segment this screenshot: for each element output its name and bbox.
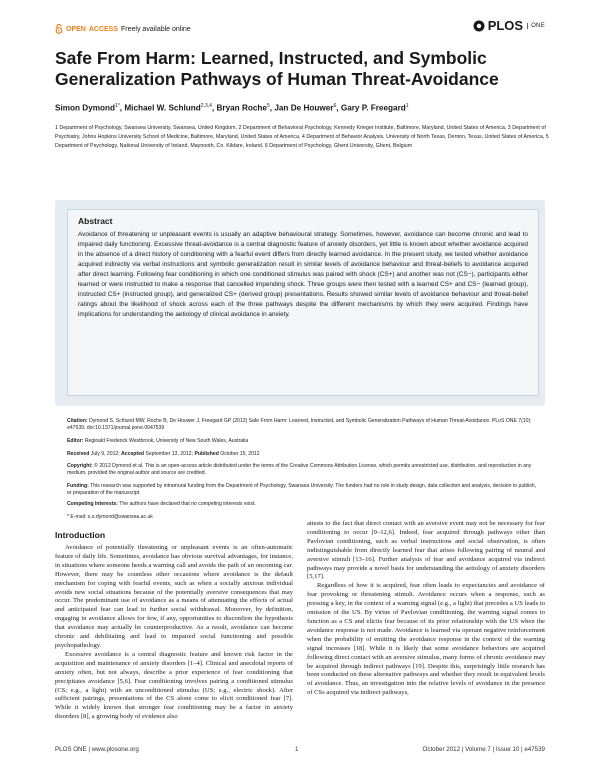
copyright-block [67,463,537,477]
corresponding-email[interactable]: * E-mail: s.o.dymond@swansea.ac.uk [67,514,153,520]
editor-block [67,438,537,445]
one-wordmark: ONE [527,23,545,29]
author-affiliation-mark: 1 [405,103,409,109]
copyright-label: Copyright: [67,463,93,469]
funding-text: This research was supported by intramural funding from the Department of Psychology, Swansea University. The funders had no role in study design, data collection and analysis, decision to publish, or preparation of the manuscript. [67,483,537,497]
author-name[interactable]: Bryan Roche [216,103,267,113]
received-date: July 9, 2012; [90,451,120,457]
published-label: Published [194,451,219,457]
abstract-heading: Abstract [78,216,113,226]
author-name[interactable]: Simon Dymond [55,103,116,113]
plos-mark-icon [473,20,485,32]
competing-text: The authors have declared that no competing interests exist. [119,501,256,507]
footer-page-number: 1 [295,746,299,753]
citation-label: Citation: [67,418,88,424]
competing-interests-block [67,501,537,508]
article-title: Safe From Harm: Learned, Instructed, and Symbolic Generalization Pathways of Human Threat-Avoidance [55,48,499,89]
introduction-heading: Introduction [55,530,106,540]
open-access-badge [55,24,191,34]
editor-label: Editor: [67,438,84,444]
copyright-text: © 2012 Dymond et al. This is an open-access article distributed under the terms of the Creative Commons Attribution License, which permits unrestricted use, distribution, and reproduction in any medium, provided the original author and source are credited. [67,463,532,477]
footer-journal[interactable]: PLOS ONE | www.plosone.org [55,746,139,753]
access-label: ACCESS [88,25,119,33]
author-list: Simon Dymond$^{1*}$, Michael W. Schlund$^{2,3,4}$, Bryan Roche$^5$, Jan De Houwer$^6$, Gary P. Freegard$^1$ [55,103,409,113]
column-left [55,544,293,740]
author-affiliation-mark: 2,3,4 [200,103,212,109]
abstract-text: Avoidance of threatening or unpleasant events is usually an adaptive behavioural strategy. Sometimes, however, avoidance can become chronic and lead to impaired daily functioning. Excessive threat-avoidance is a central diagnostic feature of anxiety disorders, yet little is known about whether avoidance acquired in the absence of a direct history of conditioning with a fearful event differs from directly learned avoidance. In the present study, we tested whether avoidance acquired indirectly via verbal instructions and symbolic generalization result in similar levels of avoidance behaviour and threat-beliefs to avoidance acquired after direct learning. Following fear conditioning in which one conditioned stimulus was paired with shock (CS+) and another was not (CS−), participants either learned or were instructed to make a response that cancelled impending shock. Three groups were then tested with a learned CS+ and CS− (learned group), instructed CS+ (instructed group), and generalized CS+ (derived group) presentations. Results showed similar levels of avoidance behaviour and threat-belief ratings about the likelihood of shock across each of the three pathways despite the different mechanisms by which they were acquired. Findings have implications for understanding the aetiology of clinical avoidance in anxiety. [78,231,528,318]
accepted-date: September 13, 2012; [145,451,194,457]
page-footer [55,746,545,756]
intro-paragraph: Regardless of how it is acquired, fear often leads to expectancies and avoidance of fear provoking or threatening stimuli. Avoidance occurs when a response, such as pressing a key, in the context of a warning signal (e.g., a light) that precedes a US leads to omission of the US. By virtue of Pavlovian conditioning, the warning signal comes to function as a CS and elicits fear because of its prior relationship with the US when the avoidance response is not made. Avoidance is learned via operant negative reinforcement when the probability of emitting the avoidance response in the context of the warning signal increases [18]. While it is likely that some avoidance behaviors are acquired following direct contact with an aversive stimulus, many forms of chronic avoidance may be acquired through indirect pathways [19]. Despite this, surprisingly little research has been conducted on these alternative pathways and whether they result in equivalent levels of avoidance. Thus, an investigation into the relative levels of avoidance in the presence of CSs acquired via indirect pathways, [307,582,545,697]
editor-text: Reginald Frederick Westbrook, University of New South Wales, Australia [84,438,249,444]
author-name[interactable]: Gary P. Freegard [340,103,406,113]
published-date: October 15, 2012 [220,451,260,457]
plos-one-logo [473,18,545,33]
freely-available-label: Freely available online [121,25,191,33]
plos-wordmark: PLOS [487,18,524,33]
author-name[interactable]: Jan De Houwer [274,103,334,113]
dates-block [67,451,537,458]
abstract-inner [67,209,539,396]
intro-paragraph: attests to the fact that direct contact with an aversive event may not be necessary for fear conditioning to occur [9–12,6]. Indeed, fear acquired through pathways other than Pavlovian conditioning, such as verbal instructions and social observation, is often indistinguishable from directly learned fear that arises following pairing of neutral and aversive stimuli [13–16]. Further analysis of fear and avoidance acquired via indirect pathways may provide a novel basis for understanding the aetiology of anxiety disorders [5,17]. [307,520,545,581]
abstract-panel [55,200,545,406]
open-lock-icon [55,24,63,34]
received-label: Received [67,451,90,457]
author-affiliation-mark: 1* [115,103,120,109]
author-name[interactable]: Michael W. Schlund [124,103,201,113]
column-right [307,520,545,716]
author-affiliation-mark: 6 [333,103,337,109]
citation-text: Dymond S, Schlund MW, Roche B, De Houwer J, Freegard GP (2012) Safe From Harm: Learned, Instructed, and Symbolic Generalization Pathways of Human Threat-Avoidance. PLoS ONE 7(10): e47539. doi:10.1371/journal.pone.0047539 [67,418,532,432]
funding-label: Funding: [67,483,89,489]
author-affiliation-mark: 5 [266,103,270,109]
affiliations: 1 Department of Psychology, Swansea University, Swansea, United Kingdom, 2 Department of Behavioral Psychology, Kennedy Krieger Institute, Baltimore, Maryland, United States of America, 3 Department of Psychiatry, Johns Hopkins University School of Medicine, Baltimore, Maryland, United States of America, 4 Department of Behavior Analysis, University of North Texas, Denton, Texas, United States of America, 5 Department of Psychology, National University of Ireland, Maynooth, Co. Kildare, Ireland, 6 Department of Psychology, Ghent University, Ghent, Belgium [55,125,549,149]
funding-block [67,483,537,497]
intro-paragraph: Avoidance of potentially threatening or unpleasant events is an often-automatic feature of daily life. Sometimes, avoidance has obvious survival advantages, for instance, in situations where someone heeds a warning call and avoids the path of an oncoming car. However, there may be countless other occasions where avoidance is the default mechanism for coping with fearful events, such as when a socially anxious individual avoids new social situations because of the potentially aversive consequences that may occur. The predominant use of avoidance as a means of attenuating the effects of actual and anticipated fear can lead to further social withdrawal. Moreover, by definition, engaging in avoidance allows for few, if any, opportunities to disconfirm the hypothesis that avoidance may actually be counterproductive. As a result, avoidance can become chronic and debilitating and lead to impaired social functioning and possible psychopathology. [55,544,293,649]
accepted-label: Accepted [121,451,145,457]
footer-issue: October 2012 | Volume 7 | Issue 10 | e47539 [422,746,545,753]
open-label: OPEN [66,25,86,33]
intro-paragraph: Excessive avoidance is a central diagnostic feature and known risk factor in the acquisition and maintenance of anxiety disorders [1–4]. Clinical and anecdotal reports of anxiety often, but not always, describe a prior experience of fear conditioning that precipitates avoidance [5,6]. Fear conditioning involves pairing a conditioned stimulus (CS; e.g., a light) with an unconditioned stimulus (US; e.g., electric shock). After sufficient pairings, presentations of the CS alone come to elicit conditioned fear [7]. While it widely known that stronger fear conditioning may be a factor in anxiety disorders [8], a growing body of evidence also [55,650,293,721]
citation-block [67,418,537,432]
competing-label: Competing Interests: [67,501,118,507]
